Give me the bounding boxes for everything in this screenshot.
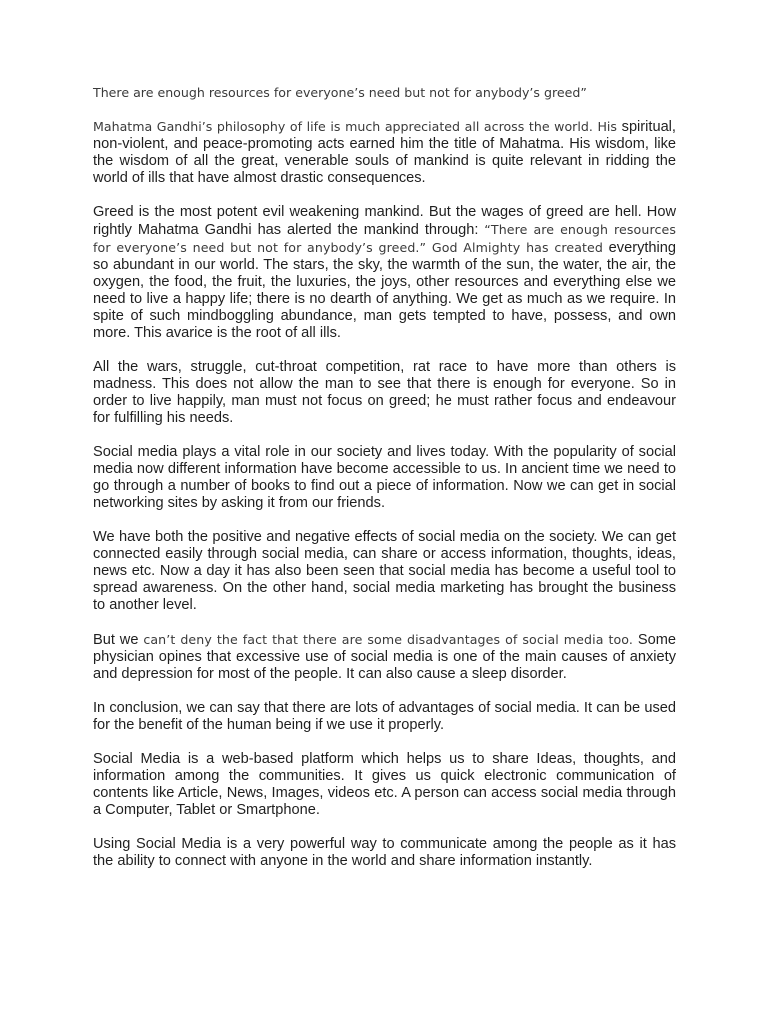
disadvantages-phrase: can’t deny the fact that there are some disadvantages of social media too. [143, 632, 633, 647]
paragraph-conclusion: In conclusion, we can say that there are lots of advantages of social media. It can be used for the benefit of the human being if we use it properly. [93, 700, 676, 733]
paragraph-text: spiritual, non-violent, and peace-promoting acts earned him the title of Mahatma. His wisdom, like the wisdom of all the great, venerable souls of mankind is quite relevant in ridding the world of ills that have almost drastic consequences. [93, 119, 676, 186]
document-page [93, 84, 676, 887]
paragraph-effects: We have both the positive and negative effects of social media on the society. We can get connected easily through social media, can share or access information, thoughts, ideas, news etc. Now a day it has also been seen that social media has become a useful tool to spread awareness. On the other hand, social media marketing has brought the business to another level. [93, 529, 676, 613]
paragraph-text: Greed is the most potent evil weakening mankind. But the wages of greed are hell. How rightly Mahatma Gandhi has alerted the mankind through: [93, 204, 676, 238]
paragraph-wars: All the wars, struggle, cut-throat competition, rat race to have more than others is madness. This does not allow the man to see that there is enough for everyone. So in order to live happily, man must not focus on greed; he must rather focus and endeavour for fulfilling his needs. [93, 359, 676, 426]
paragraph-lead-line: Mahatma Gandhi’s philosophy of life is much appreciated all across the world. His [93, 119, 617, 134]
paragraph-communication: Using Social Media is a very powerful way to communicate among the people as it has the ability to connect with anyone in the world and share information instantly. [93, 836, 676, 869]
paragraph-disadvantages [93, 631, 676, 683]
paragraph-social-media-role: Social media plays a vital role in our society and lives today. With the popularity of social media now different information have become accessible to us. In ancient time we need to go through a number of books to find out a piece of information. Now we can get in social networking sites by asking it from our friends. [93, 444, 676, 511]
gandhi-quote: “There are enough resources for everyone’s need but not for anybody’s greed.” God Almighty has created [93, 222, 676, 255]
paragraph-gandhi-philosophy [93, 118, 676, 187]
paragraph-text: Some physician opines that excessive use of social media is one of the main causes of anxiety and depression for most of the people. It can also cause a sleep disorder. [93, 632, 676, 682]
paragraph-greed [93, 204, 676, 342]
paragraph-definition: Social Media is a web-based platform which helps us to share Ideas, thoughts, and information among the communities. It gives us quick electronic communication of contents like Article, News, Images, videos etc. A person can access social media through a Computer, Tablet or Smartphone. [93, 751, 676, 818]
paragraph-text: everything so abundant in our world. The stars, the sky, the warmth of the sun, the water, the air, the oxygen, the food, the fruit, the luxuries, the joys, other resources and everything else we need to live a happy life; there is no dearth of anything. We get as much as we require. In spite of such mindboggling abundance, man gets tempted to have, possess, and own more. This avarice is the root of all ills. [93, 240, 677, 341]
paragraph-text: But we [93, 632, 144, 648]
document-title: There are enough resources for everyone’s need but not for anybody’s greed” [93, 85, 587, 100]
